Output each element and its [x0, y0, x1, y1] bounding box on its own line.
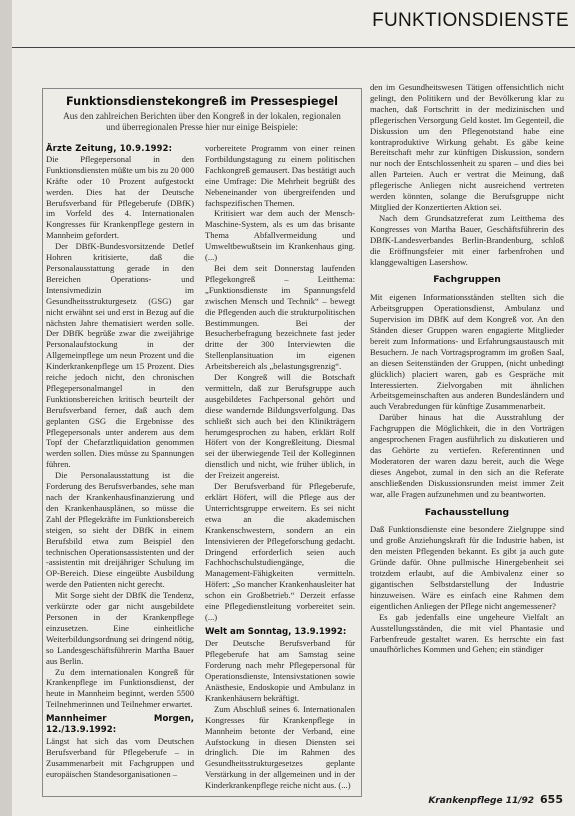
article-paragraph: vorbereitete Programm von einer reinen Fortbildungstagung zu einem politischen Fachkongreß gemausert. Das bestätigt auch eine Umfrage: Die Mehrheit begrüßt des Nebeneinander von übergreifenden und fachspezifischen Themen.	[205, 143, 355, 208]
page-footer	[428, 793, 563, 806]
section-title: FUNKTIONSDIENSTE	[372, 10, 569, 31]
article-paragraph: Der Berufsverband für Pflegeberufe, erklärt Höfert, will die Pflege aus der Unterrichtsgruppe erweitern. Es sei nicht etwa an die akademischen Krankenschwestern, sondern an ein Intensivieren der Pflegeforschung gedacht. Dringend erforderlich seien auch Fachhochschulstudiengänge, die Management-Fähigkeiten vermitteln. Höfert: „So mancher Krankenhausleiter hat schon ein Großbetrieb.“ Derzeit erfasse eine Pflegedienstleitung vorbereitet sein. (...)	[205, 481, 355, 622]
box-subtitle: Aus den zahlreichen Berichten über den Kongreß in der lokalen, regionalen und überregionalen Presse hier nur einige Beispiele:	[63, 111, 341, 132]
article-column-right	[370, 82, 564, 782]
page-number: 655	[540, 793, 563, 806]
source-heading-welt-am-sonntag: Welt am Sonntag, 13.9.1992:	[205, 626, 347, 637]
article-column-left	[46, 143, 194, 793]
article-paragraph: Die Personalausstattung ist die Forderung des Berufsverbandes, sehe man nach der Krankenhausfinanzierung und den Krankenhausplänen, so müsse die Zahl der Pflegekräfte im Funktionsbereich steigen, so sieht der DBfK in einem Berufsbild etwa zum Beispiel den technischen Operationsassistenten und der -assistentin mit dreijähriger Schulung im OP-Bereich. Diese eingeübte Ausbildung werde den Patienten nicht gerecht.	[46, 470, 194, 590]
article-paragraph: Nach dem Grundsatzreferat zum Leitthema des Kongresses von Martha Bauer, Geschäftsführerin des DBfK-Landesverbandes Berlin-Brandenburg, schloß die Eröffnungsfeier mit einer farbenfrohen und klanggewaltigen Lasershow.	[370, 212, 564, 267]
article-paragraph: Zu dem internationalen Kongreß für Krankenpflege im Funktionsdienst, der heute in Mannheim beginnt, werden 5500 Teilnehmerinnen und Teilnehmer erwartet.	[46, 666, 194, 710]
article-paragraph: Der Kongreß will die Botschaft vermitteln, daß zur Berufsgruppe auch ausgebildetes Fachpersonal gehört und diese wandernde Bildungsverfolgung. Das schließt sich auch bei den Klinikträgern herumgesprochen zu haben, erklärt Rolf Höfert von der Kongreßleitung. Diesmal sei der überwiegende Teil der Kolleginnen dienstlich und nicht, wie früher üblich, in der Freizeit angereist.	[205, 372, 355, 481]
article-paragraph: Bei dem seit Donnerstag laufenden Pflegekongreß – Leitthema: „Funktionsdienste im Spannungsfeld zwischen Mensch und Technik“ – bewegt die Pflegenden auch die strukturpolitischen Bestimmungen. Bei der Besucherbefragung bezeichnete fast jeder dritte der 300 Interviewten die Stellenplansituation im eigenen Arbeitsbereich als „belastungsgrenzig“.	[205, 262, 355, 372]
article-column-middle	[205, 143, 355, 793]
article-paragraph: den im Gesundheitswesen Tätigen offensichtlich nicht gelingt, den Politikern und der Bevölkerung klar zu machen, daß Fortschritt in der medizinischen und pflegerischen Versorgung Geld kostet. Im Gegenteil, die Diskussion um den Pflegenotstand habe eine kontraproduktive Wirkung gehabt. Es gäbe keine Bereitschaft mehr zur künftigen Diskussion, sondern nur noch der Entschlossenheit zu sparen – und dies bei allen Parteien. Auch er vertrat die Meinung, daß pflegerische Anliegen nicht ausreichend vertreten werden könnten, solange die Berufsgruppe nicht Mitglied der Konzertierten Aktion sei.	[370, 82, 564, 212]
article-paragraph: Mit Sorge sieht der DBfK die Tendenz, verkürzte oder gar nicht ausgebildete Personen in der Krankenpflege einzusetzen. Eine einheitliche Weiterbildungsordnung sei dringend nötig, so Landesgeschäftsführerin Martha Bauer aus Berlin.	[46, 590, 194, 666]
article-paragraph: Der DBfK-Bundesvorsitzende Detlef Hohren kritisierte, daß die Personalausstattung gerade in den Bereichen Operations- und Intensivmedizin im Gesundheitsstrukturgesetz (GSG) gar nicht erwähnt sei und erst in Bezug auf die nächsten Jahre thematisiert werden solle. Der DBfK begrüße zwar die zweijährige Personalaufstockung in der Allgemeinpflege um neun Prozent und die Kinderkrankenpflege um 15 Prozent. Dies reiche jedoch nicht, den chronischen Pflegepersonalmangel in den Funktionsbereichen kritisch beurteilt der Berufsverband ferner, daß auch dem geplanten GSG die Ergebnisse des Pflegepersonals unter anderem aus dem Topf der Chefarztliquidation genommen werden sollen. Dies müsse zu Spannungen führen.	[46, 241, 194, 470]
article-paragraph: Die Pflegepersonal in den Funktionsdiensten müßte um bis zu 20 000 Kräfte oder 10 Prozent aufgestockt werden. Dies hat der Deutsche Berufsverband für Pflegeberufe (DBfK) im Vorfeld des 4. Internationalen Kongresses für Krankenpflege gestern in Mannheim gefordert.	[46, 153, 194, 241]
article-paragraph: Zum Abschluß seines 6. Internationalen Kongresses für Krankenpflege in Mannheim betonte der Verband, eine Aufstockung in diesen Diensten sei dringlich. Die im Rahmen des Gesundheitsstrukturgesetzes geplante Verstärkung in der allgemeinen und in der Kinderkrankenpflege reiche nicht aus. (...)	[205, 703, 355, 791]
article-paragraph: Kritisiert war dem auch der Mensch-Maschine-System, als es um das brisante Thema Abfallvermeidung und Umweltbewußtsein im Krankenhaus ging. (...)	[205, 208, 355, 263]
page-header	[12, 0, 575, 66]
box-title: Funktionsdienstekongreß im Pressespiegel	[66, 95, 338, 108]
source-heading-mannheimer-morgen: Mannheimer Morgen, 12./13.9.1992:	[46, 714, 194, 735]
article-paragraph: Längst hat sich das vom Deutschen Berufsverband für Pflegeberufe – in Zusammenarbeit mit Fachgruppen und europäischen Standesorganisationen –	[46, 736, 194, 779]
article-paragraph: Daß Funktionsdienste eine besondere Zielgruppe sind und große Anziehungskraft für die Industrie haben, ist den meisten Pflegenden bekannt. Es gibt ja auch gute Gründe dafür. Ohne pullmische Hinergebenheit sei trotzdem erlaubt, auf die Ambivalenz einer so gigantischen Selbstdarstellung der Industrie hinzuweisen. Wäre es einfach eine Rahmen dem eigentlichen Anliegen der Pflege nicht angemessener?	[370, 524, 564, 611]
article-paragraph: Der Deutsche Berufsverband für Pflegeberufe hat am Samstag seine Forderung nach mehr Pflegepersonal für Operationsdienste, Intensivstationen sowie Anästhesie, Endoskopie und Ambulanz in Krankenhäusern bekräftigt.	[205, 638, 355, 703]
article-paragraph	[46, 143, 194, 154]
article-paragraph: Mit eigenen Informationsständen stellten sich die Arbeitsgruppen Operationsdienst, Ambulanz und Supervision im DBfK auf dem Kongreß vor. An den Ständen dieser Gruppen waren engagierte Mitglieder bereit zum Informations- und Erfahrungsaustausch mit Besuchern. Je nach Vortragsprogramm im großen Saal, an diesen Seitenständen der Gruppen, (nicht unbedingt glücklich) placiert waren, gab es Gespräche mit Interessierten. Zielvorgaben mit ähnlichen Arbeitsgemeinschaften aus anderen Bundesländern und auch Verabredungen für künftige Zusammenarbeit.	[370, 292, 564, 412]
magazine-name: Krankenpflege 11/92	[428, 796, 535, 806]
subheading-fachgruppen: Fachgruppen	[433, 274, 501, 286]
header-rule	[12, 47, 575, 48]
article-paragraph: Es gab jedenfalls eine ungeheure Vielfalt an Ausstellungsständen, die mit viel Phantasie und Farbenfreude gestaltet waren. Es herrschte ein fast unaufhörliches Kommen und Gehen; ein ständiger	[370, 611, 564, 655]
subheading-fachausstellung: Fachausstellung	[424, 506, 510, 518]
box-header	[43, 95, 361, 133]
article-paragraph: Darüber hinaus hat die Ausstrahlung der Fachgruppen die Möglichkeit, die in den Vorträgen angesprochenen Fragen ausführlich zu diskutieren und das Gehörte zu vertiefen. Referentinnen und Moderatoren der waren dazu bereit, auch die Wege dieses Angebot, zumal in den sich an die Referate anschließenden Diskussionsrunden meist immer Zeit war, alle Fragen aufzunehmen und zu beantworten.	[370, 412, 564, 499]
page-binding-shadow	[0, 0, 12, 816]
source-heading-aerzte-zeitung: Ärzte Zeitung, 10.9.1992:	[46, 143, 173, 153]
